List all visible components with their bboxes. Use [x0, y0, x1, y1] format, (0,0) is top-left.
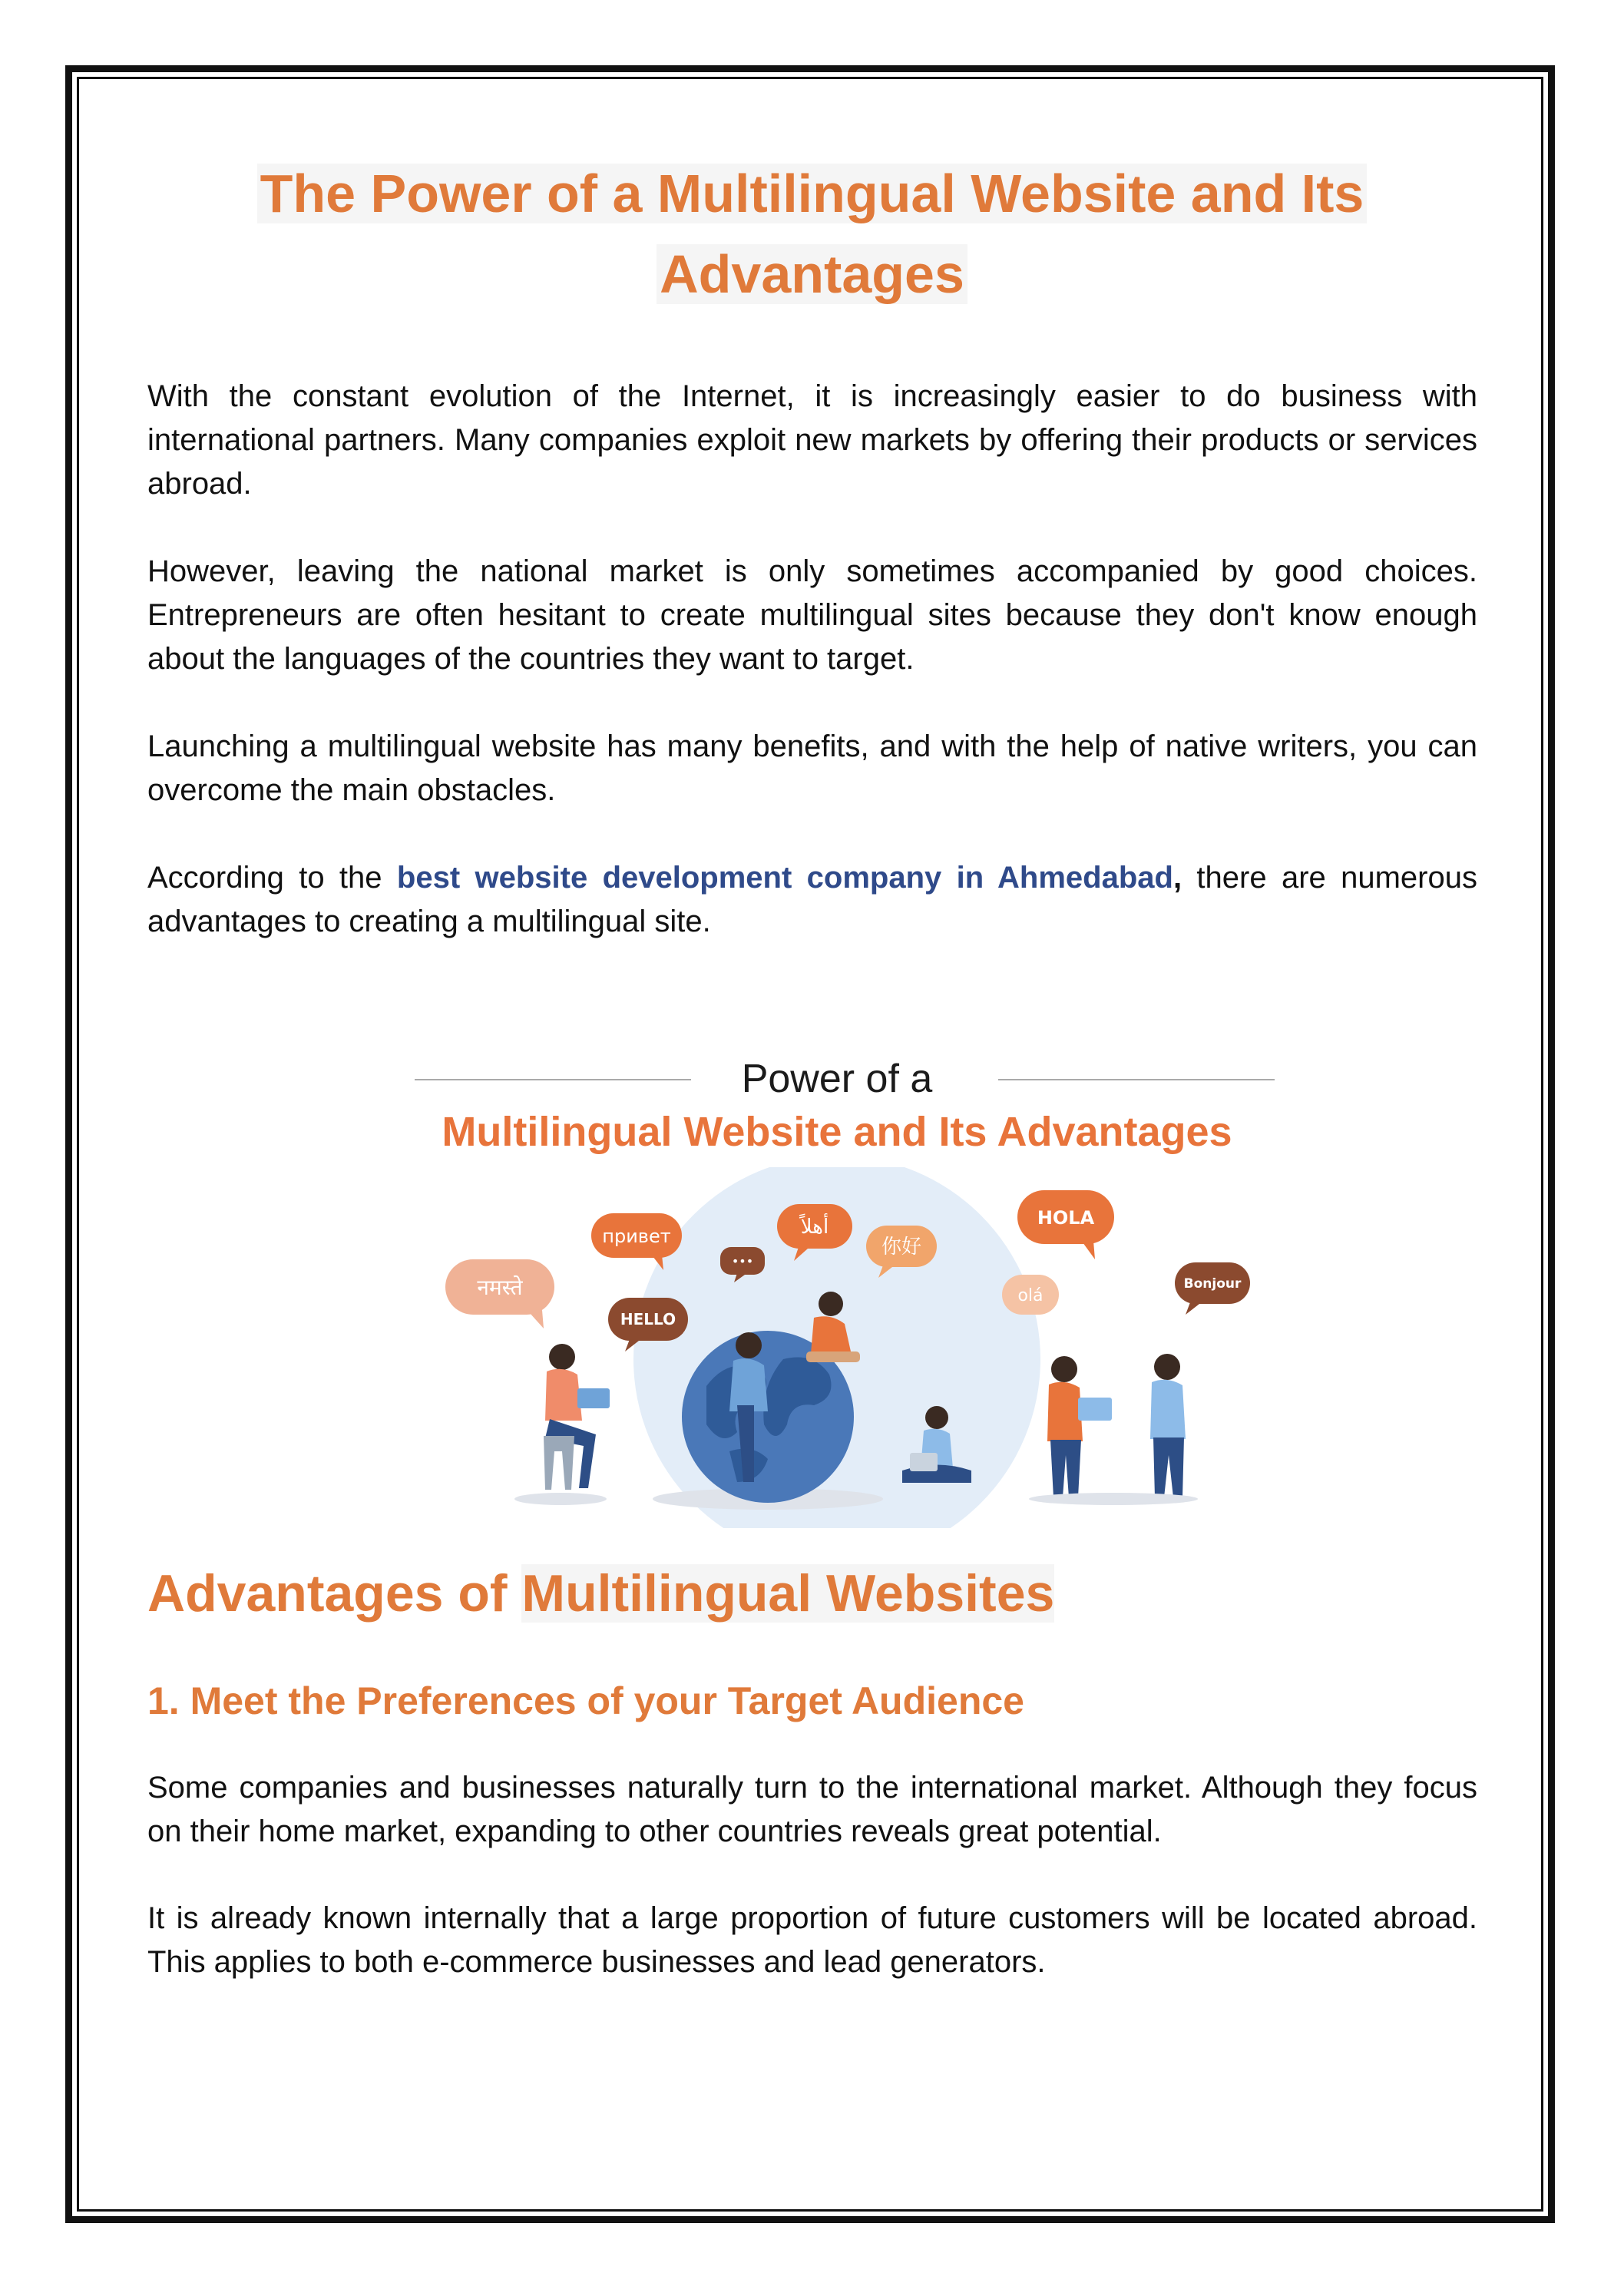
person-right2-head — [1154, 1354, 1180, 1380]
person-right1-legs — [1050, 1440, 1081, 1497]
intro-paragraph-2: However, leaving the national market is only sometimes accompanied by good choices. Entrepreneurs are often hesitant to create multilingual sites because they don't know enough about the languages of the countries they want to target. — [147, 554, 1477, 676]
bubble-namaste — [445, 1259, 554, 1328]
page-title-line1: The Power of a Multilingual Website and Its — [257, 164, 1368, 223]
company-link[interactable]: best website development company in Ahmedabad — [396, 861, 1173, 895]
person-sitting-head — [925, 1406, 948, 1429]
svg-text:Bonjour: Bonjour — [1183, 1276, 1242, 1292]
svg-text:olá: olá — [1017, 1286, 1044, 1305]
p4-text-after: there are numerous advantages to creating a multilingual site. — [147, 861, 1477, 938]
section-heading-part2: Multilingual Websites — [521, 1564, 1055, 1623]
p4-comma: , — [1173, 861, 1182, 895]
person-left-head — [736, 1332, 762, 1358]
figure-subheading: Multilingual Website and Its Advantages — [442, 1109, 1232, 1155]
stool-icon — [544, 1436, 574, 1490]
person-right1-body — [1047, 1382, 1083, 1441]
figure-heading: Power of a — [741, 1057, 933, 1101]
svg-text:HELLO: HELLO — [620, 1310, 676, 1328]
intro-paragraph-4 — [147, 856, 1477, 944]
person-stool-body — [545, 1369, 582, 1421]
section-subheading: 1. Meet the Preferences of your Target Audience — [147, 1679, 1024, 1722]
svg-text:привет: привет — [602, 1226, 671, 1247]
person-right1-head — [1051, 1356, 1077, 1382]
illustration-artwork — [399, 1167, 1275, 1528]
bubble-bonjour — [1175, 1262, 1250, 1315]
bubble-hola — [1017, 1190, 1114, 1259]
laptop-icon — [910, 1453, 938, 1471]
person-right2-body — [1150, 1380, 1186, 1439]
bubble-ola — [1002, 1275, 1059, 1315]
svg-text:HOLA: HOLA — [1037, 1207, 1095, 1229]
svg-text:أهلاً: أهلاً — [800, 1216, 829, 1239]
section-heading-part1: Advantages of — [147, 1564, 522, 1623]
intro-paragraph-3: Launching a multilingual website has many benefits, and with the help of native writers, you can overcome the main obstacles. — [147, 729, 1477, 807]
section-paragraph-2: It is already known internally that a large proportion of future customers will be located abroad. This applies to both e-commerce businesses and lead generators. — [147, 1901, 1477, 1979]
svg-text:•••: ••• — [731, 1254, 754, 1269]
person-left-body — [729, 1358, 768, 1411]
section-paragraph-1: Some companies and businesses naturally turn to the international market. Although they focus on their home market, expanding to other countries reveals great potential. — [147, 1771, 1477, 1848]
section-heading — [147, 1559, 1054, 1628]
svg-text:नमस्ते: नमस्ते — [477, 1275, 523, 1300]
page-title-line2: Advantages — [657, 244, 967, 304]
person-top-head — [819, 1292, 843, 1316]
stool-shadow — [514, 1493, 607, 1505]
right-people-shadow — [1029, 1493, 1198, 1505]
p4-text-before: According to the — [147, 861, 397, 895]
tablet-right-icon — [1078, 1398, 1112, 1421]
person-stool-head — [549, 1344, 575, 1370]
svg-text:你好: 你好 — [881, 1236, 922, 1259]
tablet-icon — [577, 1388, 610, 1408]
multilingual-illustration — [399, 1052, 1275, 1528]
page-title — [146, 154, 1478, 315]
person-right2-legs — [1153, 1437, 1184, 1497]
intro-paragraph-1: With the constant evolution of the Internet, it is increasingly easier to do business with international partners. Many companies exploit new markets by offering their products or services abroad. — [147, 379, 1477, 501]
person-top-arm — [806, 1351, 860, 1362]
